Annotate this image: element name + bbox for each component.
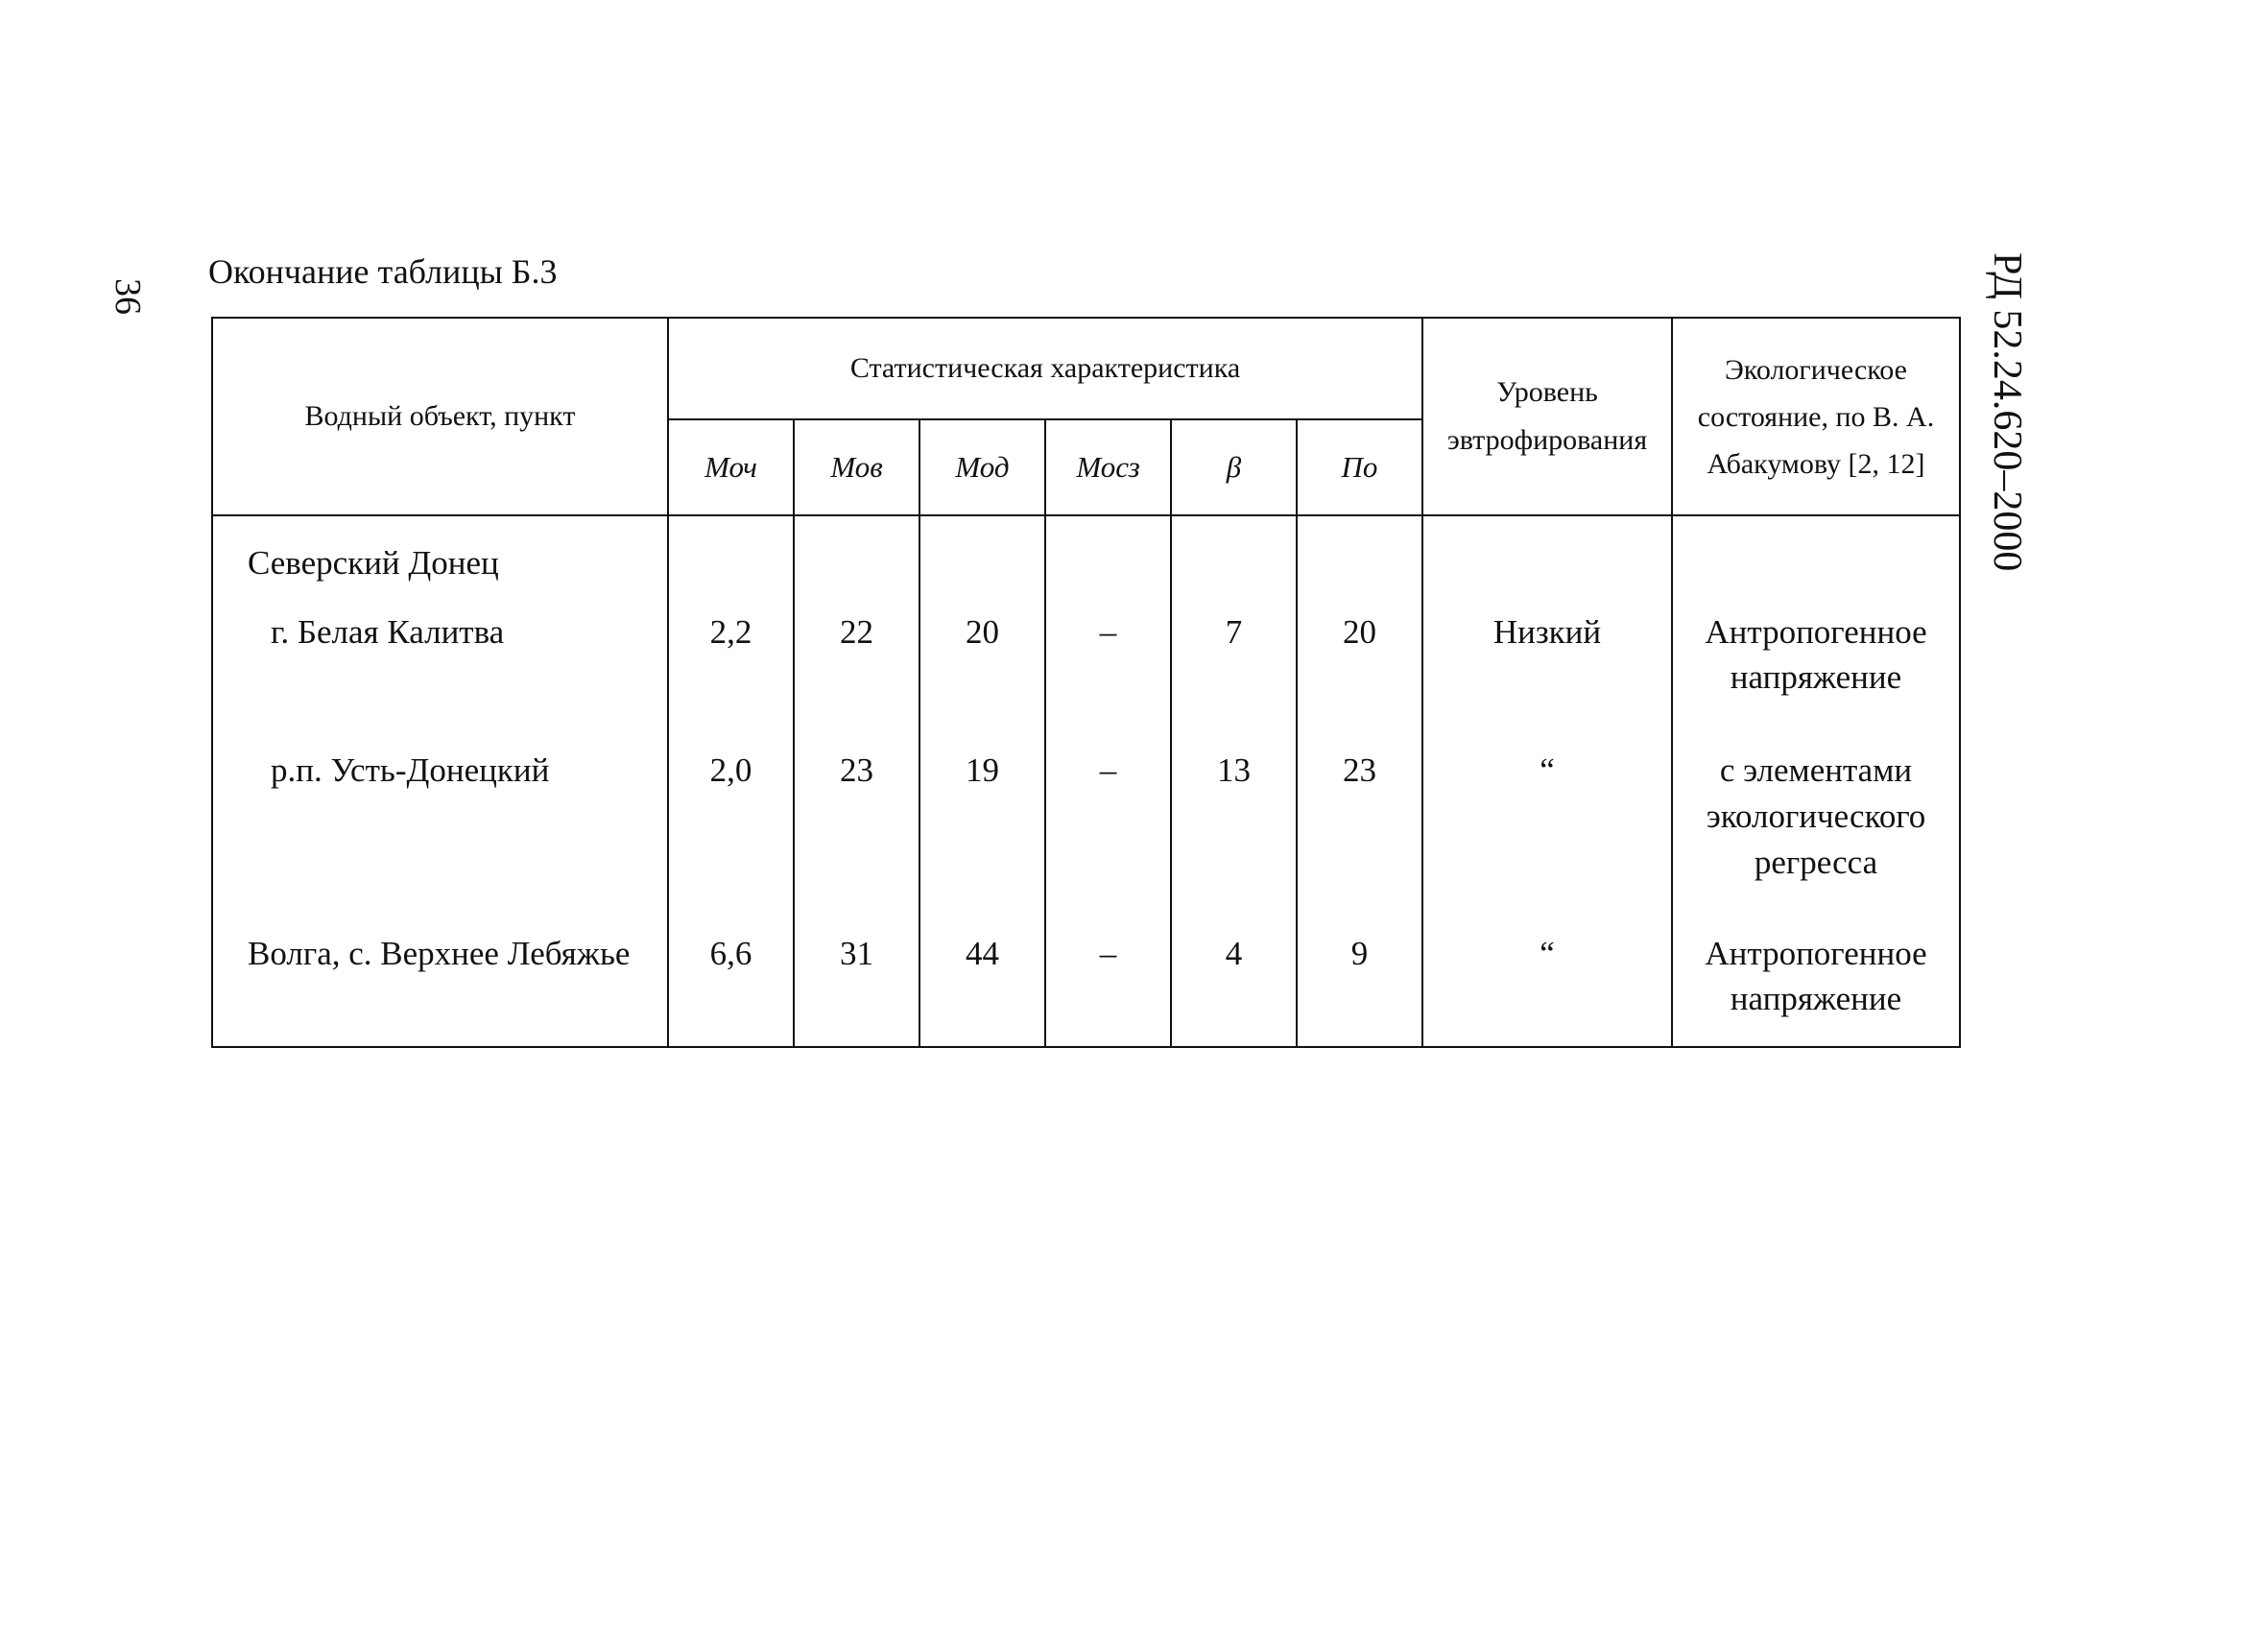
row-name: Волга, с. Верхнее Лебяжье [248,935,631,972]
cell-value: 2,2 [709,613,752,651]
cell-value: 4 [1225,935,1243,972]
column-mod [919,515,1045,1047]
header-symbol: Мов [794,419,919,515]
cell-value: 44 [966,935,999,972]
level-value: Низкий [1492,613,1602,651]
row-name: г. Белая Калитва [271,613,505,651]
cell-value: 13 [1217,751,1251,789]
column-ecological [1672,515,1960,1047]
header-symbol: Мосз [1045,419,1171,515]
table-caption: Окончание таблицы Б.3 [208,252,558,291]
cell-value: 23 [840,751,873,789]
cell-value: – [1099,613,1117,651]
cell-value: – [1099,751,1117,789]
state-value: Антропогенное напряжение [1705,613,1927,696]
state-value: Антропогенное напряжение [1705,935,1927,1017]
cell-value: 6,6 [709,935,752,972]
header-symbol: Моч [668,419,794,515]
column-water-object [212,515,668,1047]
cell-value: 7 [1225,613,1243,651]
header-water-object: Водный объект, пункт [212,318,668,515]
cell-value: 2,0 [709,751,752,789]
cell-value: 9 [1350,935,1369,972]
header-ecological: Экологическое состояние, по В. А. Абакумову [2, 12] [1672,318,1960,515]
document-code: РД 52.24.620–2000 [1985,252,2029,572]
column-moch [668,515,794,1047]
cell-value: 20 [1343,613,1376,651]
header-level: Уровень эвтрофирования [1422,318,1672,515]
page-number: 36 [107,278,148,315]
header-symbol: По [1297,419,1422,515]
column-mosz [1045,515,1171,1047]
header-statistical: Статистическая характеристика [668,318,1422,419]
cell-value: 31 [840,935,873,972]
column-po [1297,515,1422,1047]
cell-value: 23 [1343,751,1376,789]
state-value: с элементами экологического регресса [1706,751,1926,881]
column-level [1422,515,1672,1047]
ditto-mark: “ [1540,751,1555,789]
cell-value: 20 [966,613,999,651]
cell-value: 22 [840,613,873,651]
row-name: р.п. Усть-Донецкий [271,751,550,789]
river-name: Северский Донец [248,544,499,582]
data-table-wrapper [211,317,1961,1048]
data-table [211,317,1961,1048]
header-symbol: β [1171,419,1297,515]
cell-value: 19 [966,751,999,789]
column-mov [794,515,919,1047]
cell-value: – [1099,935,1117,972]
ditto-mark: “ [1540,935,1555,972]
header-symbol: Мод [919,419,1045,515]
column-beta [1171,515,1297,1047]
